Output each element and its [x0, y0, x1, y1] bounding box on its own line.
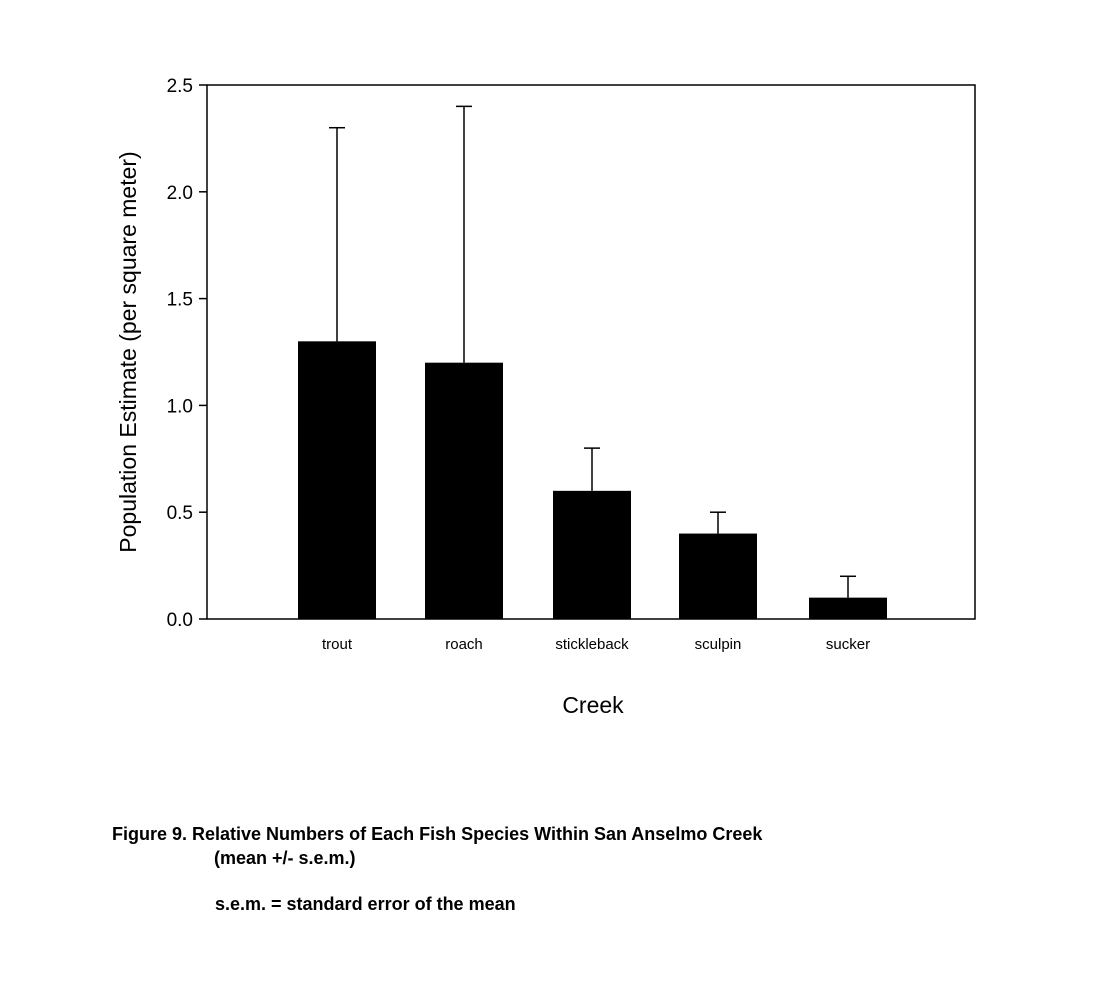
caption-subtitle: (mean +/- s.e.m.) — [214, 848, 356, 868]
figure-caption — [112, 822, 762, 870]
x-tick-label-sculpin: sculpin — [694, 636, 742, 653]
y-tick-label: 0.5 — [166, 503, 193, 525]
x-tick-label-roach: roach — [445, 636, 483, 653]
x-axis-labels — [322, 636, 870, 653]
caption-title: Figure 9. Relative Numbers of Each Fish Species Within San Anselmo Creek — [112, 824, 763, 844]
bar-sculpin — [679, 534, 757, 619]
x-axis-label: Creek — [562, 692, 624, 718]
y-tick-label: 1.5 — [166, 289, 193, 311]
y-axis-label: Population Estimate (per square meter) — [115, 151, 141, 553]
bar-stickleback — [553, 491, 631, 619]
x-tick-label-stickleback: stickleback — [555, 636, 629, 653]
y-tick-label: 2.0 — [166, 182, 193, 204]
y-tick-label: 2.5 — [166, 76, 193, 97]
y-axis — [167, 76, 207, 631]
x-tick-label-sucker: sucker — [825, 636, 871, 653]
bars-group — [298, 106, 887, 619]
y-tick-label: 1.0 — [166, 396, 193, 418]
bar-trout — [298, 341, 376, 619]
bar-roach — [425, 363, 503, 619]
y-tick-label: 0.0 — [166, 610, 193, 631]
caption-note: s.e.m. = standard error of the mean — [215, 894, 516, 914]
x-tick-label-trout: trout — [321, 636, 353, 653]
bar-sucker — [809, 598, 887, 619]
